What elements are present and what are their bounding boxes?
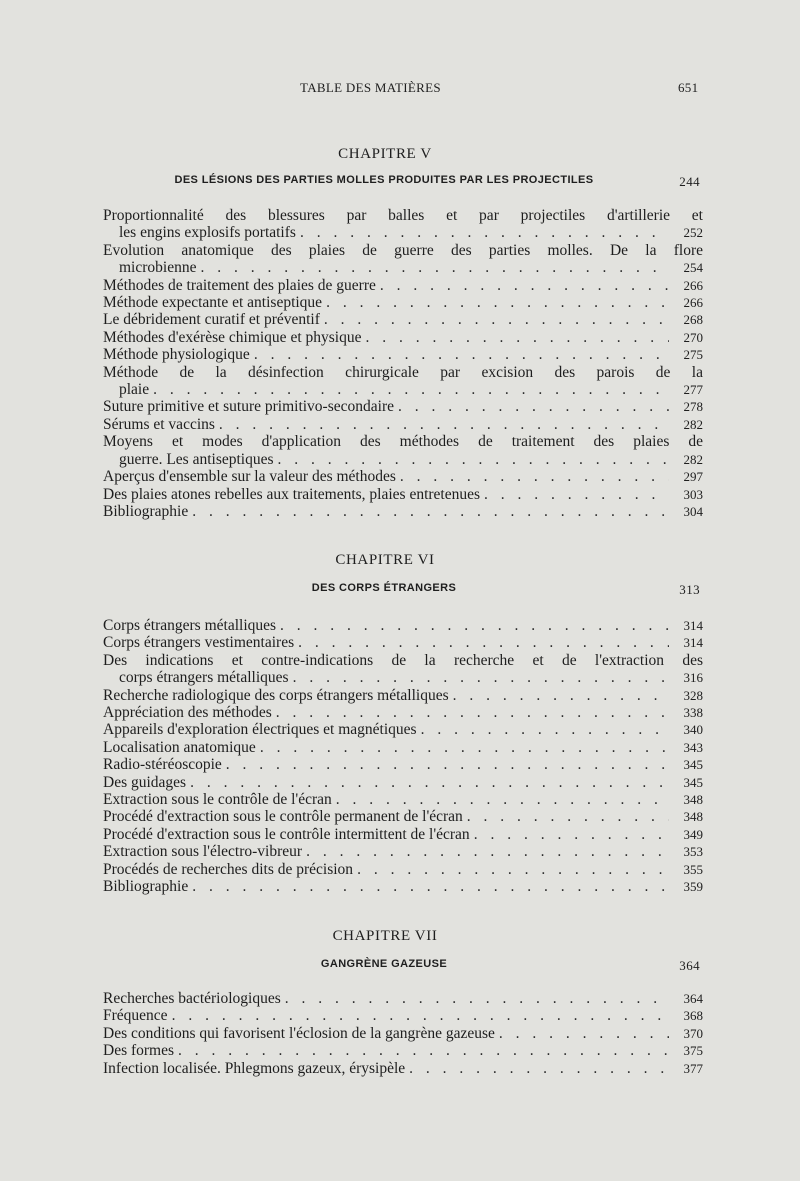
toc-entry	[103, 1042, 703, 1059]
toc-entry-text-line: Proportionnalité des blessures par balles et par projectiles d'artillerie et	[103, 207, 703, 224]
toc-entry-page: 268	[683, 312, 703, 328]
dot-leader	[192, 503, 669, 520]
toc-entry-text-line: Moyens et modes d'application des méthodes de traitement des plaies de	[103, 433, 703, 451]
dot-leader	[400, 468, 669, 485]
toc-entry-line	[103, 329, 703, 346]
toc-entry	[103, 416, 703, 433]
toc-entry-text: les engins explosifs portatifs	[119, 224, 296, 242]
toc-entry-text: Recherche radiologique des corps étrangers métalliques	[103, 686, 449, 704]
toc-entry	[103, 791, 703, 808]
chapter-subtitle-label: GANGRÈNE GAZEUSE	[320, 958, 448, 970]
toc-entry-page: 314	[683, 635, 703, 651]
toc-entry-line	[103, 416, 703, 433]
toc-entry-text: Procédé d'extraction sous le contrôle intermittent de l'écran	[103, 825, 470, 843]
toc-entry-line	[103, 1025, 703, 1042]
toc-entry-page: 328	[683, 687, 703, 703]
toc-entry-text: Sérums et vaccins	[103, 415, 215, 433]
toc-entry-page: 252	[683, 225, 703, 241]
dot-leader	[409, 1060, 669, 1077]
toc-entry	[103, 207, 703, 242]
dot-leader	[324, 311, 669, 328]
toc-entry-line	[103, 843, 703, 860]
toc-entry-page: 303	[683, 486, 703, 502]
toc-entry-page: 343	[683, 739, 703, 755]
toc-entry	[103, 878, 703, 895]
dot-leader	[365, 329, 669, 346]
toc-entry-text: Procédé d'extraction sous le contrôle permanent de l'écran	[103, 808, 463, 826]
chapter-page-number: 364	[679, 958, 700, 973]
toc-entry-line	[103, 311, 703, 328]
toc-entry-page: 282	[683, 451, 703, 467]
chapter-heading: CHAPITRE VII	[332, 928, 438, 944]
toc-entry-text: corps étrangers métalliques	[119, 669, 289, 687]
toc-entry-line	[103, 468, 703, 485]
toc-entry-page: 297	[683, 469, 703, 485]
toc-entry	[103, 617, 703, 634]
toc-entry	[103, 433, 703, 468]
toc-entry	[103, 739, 703, 756]
toc-entry-page: 282	[683, 416, 703, 432]
toc-entry-page: 278	[683, 399, 703, 415]
toc-entry	[103, 721, 703, 738]
toc-entry-line	[103, 990, 703, 1007]
toc-entry	[103, 364, 703, 399]
toc-entry	[103, 242, 703, 277]
toc-entry-text: Des plaies atones rebelles aux traitements, plaies entretenues	[103, 485, 481, 503]
toc-entry-line	[103, 617, 703, 634]
toc-entry-text: Le débridement curatif et préventif	[103, 311, 320, 329]
toc-entry-page: 364	[683, 991, 703, 1006]
toc-entry-line	[103, 451, 703, 468]
toc-entry-text: Procédés de recherches dits de précision	[103, 860, 354, 878]
chapter-subtitle	[0, 958, 800, 976]
chapter-heading: CHAPITRE VI	[335, 552, 435, 568]
dot-leader	[280, 617, 669, 634]
toc-entry-line	[103, 826, 703, 843]
toc-entry-text: Appareils d'exploration électriques et magnétiques	[103, 721, 417, 739]
toc-entry	[103, 990, 703, 1007]
dot-leader	[421, 721, 669, 738]
dot-leader	[190, 774, 669, 791]
toc-entry	[103, 808, 703, 825]
toc-entry	[103, 503, 703, 520]
toc-entry	[103, 652, 703, 687]
toc-entry-line	[103, 259, 703, 276]
toc-entry-page: 266	[683, 295, 703, 311]
toc-entry-text: Méthode expectante et antiseptique	[103, 294, 323, 312]
toc-entry-text: Méthodes de traitement des plaies de guerre	[103, 276, 376, 294]
toc-entry-page: 348	[683, 809, 703, 825]
dot-leader	[254, 346, 669, 363]
dot-leader	[200, 259, 669, 276]
toc-entry-text: Appréciation des méthodes	[103, 704, 272, 722]
toc-entry	[103, 329, 703, 346]
toc-entry-text: Méthodes d'exérèse chimique et physique	[103, 328, 362, 346]
toc-entry-page: 368	[683, 1008, 703, 1024]
toc-entry-page: 316	[683, 670, 703, 686]
toc-entry-page: 266	[683, 277, 703, 293]
toc-entry-text: Méthode physiologique	[103, 346, 250, 364]
toc-entry-text: Extraction sous l'électro-vibreur	[103, 843, 303, 861]
toc-entry-text-line: Des indications et contre-indications de la recherche et de l'extraction des	[103, 651, 703, 669]
dot-leader	[172, 1007, 669, 1024]
dot-leader	[219, 416, 669, 433]
toc-entry-page: 340	[683, 722, 703, 738]
toc-entry	[103, 843, 703, 860]
toc-entry-line	[103, 808, 703, 825]
toc-entry-text: Bibliographie	[103, 878, 189, 896]
toc-entry-page: 359	[683, 879, 703, 895]
dot-leader	[326, 294, 669, 311]
toc-entry	[103, 634, 703, 651]
toc-entry-line	[103, 346, 703, 363]
running-head-title: TABLE DES MATIÈRES	[300, 80, 441, 95]
toc-entry-text-line: Méthode de la désinfection chirurgicale par excision des parois de la	[103, 363, 703, 381]
toc-entry-text: Des guidages	[103, 773, 187, 791]
dot-leader	[380, 277, 669, 294]
toc-entry-line	[103, 1007, 703, 1024]
toc-entry-page: 304	[683, 503, 703, 519]
toc-entry	[103, 1007, 703, 1024]
toc-entry-line	[103, 277, 703, 294]
chapter-subtitle-label: DES CORPS ÉTRANGERS	[311, 582, 457, 594]
toc-entry	[103, 687, 703, 704]
dot-leader	[276, 704, 669, 721]
toc-entry-line	[103, 503, 703, 520]
toc-list	[103, 617, 703, 896]
toc-entry-page: 355	[683, 861, 703, 877]
toc-entry-line	[103, 1060, 703, 1077]
toc-entry-line	[103, 739, 703, 756]
toc-entry	[103, 294, 703, 311]
dot-leader	[336, 791, 669, 808]
toc-entry	[103, 826, 703, 843]
toc-entry-page: 254	[683, 260, 703, 276]
toc-entry-line	[103, 878, 703, 895]
toc-entry-line	[103, 486, 703, 503]
dot-leader	[285, 990, 669, 1007]
toc-entry-text: Aperçus d'ensemble sur la valeur des méthodes	[103, 468, 396, 486]
dot-leader	[453, 687, 669, 704]
toc-entry-text: Bibliographie	[103, 502, 189, 520]
chapter-subtitle	[0, 174, 800, 192]
toc-entry-line	[103, 634, 703, 651]
toc-entry-line	[103, 381, 703, 398]
running-head	[0, 80, 800, 100]
toc-entry-text: Corps étrangers métalliques	[103, 617, 277, 634]
chapter-subtitle-label: DES LÉSIONS DES PARTIES MOLLES PRODUITES PAR LES PROJECTILES	[174, 174, 594, 186]
toc-entry-text: Localisation anatomique	[103, 738, 256, 756]
toc-entry-page: 349	[683, 826, 703, 842]
chapter-heading: CHAPITRE V	[338, 146, 432, 162]
dot-leader	[278, 451, 669, 468]
toc-entry-text: Fréquence	[103, 1007, 168, 1025]
toc-entry-line	[103, 398, 703, 415]
toc-entry-line	[103, 224, 703, 241]
toc-entry-text: Radio-stéréoscopie	[103, 756, 222, 774]
toc-entry	[103, 774, 703, 791]
toc-list	[103, 207, 703, 520]
toc-entry-line	[103, 774, 703, 791]
toc-entry	[103, 486, 703, 503]
toc-entry-text: plaie	[119, 381, 150, 399]
toc-entry-line	[103, 721, 703, 738]
dot-leader	[484, 486, 669, 503]
toc-entry-page: 348	[683, 792, 703, 808]
toc-entry-page: 277	[683, 382, 703, 398]
toc-list	[103, 990, 703, 1077]
dot-leader	[357, 861, 669, 878]
toc-entry-text: Corps étrangers vestimentaires	[103, 634, 295, 652]
toc-entry-text: microbienne	[119, 259, 197, 277]
chapter-subtitle	[0, 582, 800, 600]
dot-leader	[153, 381, 669, 398]
dot-leader	[306, 843, 669, 860]
toc-entry	[103, 277, 703, 294]
toc-entry-line	[103, 756, 703, 773]
toc-entry-line	[103, 687, 703, 704]
toc-entry-line	[103, 791, 703, 808]
dot-leader	[226, 756, 669, 773]
toc-entry-line	[103, 294, 703, 311]
dot-leader	[300, 224, 669, 241]
toc-entry	[103, 398, 703, 415]
toc-entry-text: Des formes	[103, 1042, 175, 1060]
page-number: 651	[678, 80, 699, 95]
toc-entry-text: Infection localisée. Phlegmons gazeux, érysipèle	[103, 1059, 406, 1077]
toc-entry-line	[103, 861, 703, 878]
toc-entry-text: Des conditions qui favorisent l'éclosion de la gangrène gazeuse	[103, 1024, 495, 1042]
dot-leader	[178, 1042, 669, 1059]
toc-entry-line	[103, 669, 703, 686]
toc-entry-page: 353	[683, 844, 703, 860]
dot-leader	[467, 808, 669, 825]
toc-entry-page: 314	[683, 618, 703, 633]
toc-entry-text: Suture primitive et suture primitivo-secondaire	[103, 398, 394, 416]
chapter-page-number: 244	[679, 174, 700, 189]
dot-leader	[474, 826, 669, 843]
toc-entry-page: 375	[683, 1043, 703, 1059]
toc-entry	[103, 704, 703, 721]
toc-entry-page: 345	[683, 757, 703, 773]
toc-entry-page: 270	[683, 329, 703, 345]
chapter-page-number: 313	[679, 582, 700, 597]
dot-leader	[293, 669, 669, 686]
toc-entry	[103, 756, 703, 773]
toc-entry-page: 275	[683, 347, 703, 363]
toc-entry	[103, 468, 703, 485]
toc-entry	[103, 1025, 703, 1042]
toc-entry-text: Recherches bactériologiques	[103, 990, 281, 1007]
dot-leader	[192, 878, 669, 895]
toc-entry-line	[103, 704, 703, 721]
toc-entry	[103, 861, 703, 878]
toc-entry-text: guerre. Les antiseptiques	[119, 450, 274, 468]
toc-entry-line	[103, 1042, 703, 1059]
dot-leader	[499, 1025, 669, 1042]
dot-leader	[260, 739, 669, 756]
toc-entry-page: 338	[683, 705, 703, 721]
toc-entry-text-line: Evolution anatomique des plaies de guerre des parties molles. De la flore	[103, 241, 703, 259]
toc-entry	[103, 311, 703, 328]
toc-entry-page: 370	[683, 1025, 703, 1041]
dot-leader	[398, 398, 669, 415]
toc-entry-page: 345	[683, 774, 703, 790]
dot-leader	[298, 634, 669, 651]
toc-entry-text: Extraction sous le contrôle de l'écran	[103, 791, 332, 809]
toc-entry	[103, 1060, 703, 1077]
toc-entry	[103, 346, 703, 363]
toc-entry-page: 377	[683, 1060, 703, 1076]
